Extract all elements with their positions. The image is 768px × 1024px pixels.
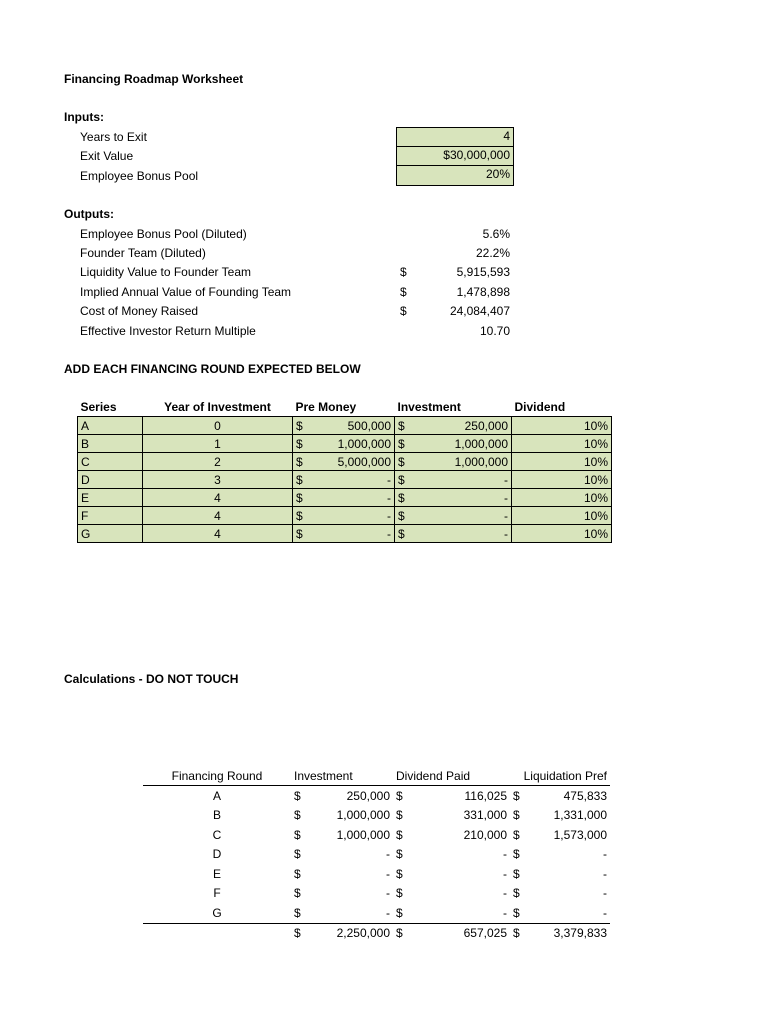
investment-currency[interactable]: $ [395, 471, 415, 489]
dividend-paid-cell: - [503, 866, 507, 881]
pre-money-cell[interactable]: 5,000,000 [313, 453, 395, 471]
dividend-paid-cell: - [503, 886, 507, 901]
year-cell[interactable]: 3 [143, 471, 293, 489]
year-cell[interactable]: 4 [143, 507, 293, 525]
output-value-implied-annual-value: 1,478,898 [456, 285, 510, 299]
calc-row-g [143, 903, 610, 923]
input-years-to-exit[interactable]: 4 [396, 127, 514, 147]
pre-money-currency[interactable]: $ [293, 507, 313, 525]
investment-currency[interactable]: $ [395, 489, 415, 507]
calculations-table [143, 767, 610, 943]
investment-currency[interactable]: $ [395, 507, 415, 525]
header-series: Series [80, 400, 117, 414]
liq-pref-cell: 1,573,000 [553, 827, 607, 842]
dividend-cell[interactable]: 10% [512, 417, 612, 435]
output-label-bonus-pool-diluted: Employee Bonus Pool (Diluted) [80, 227, 247, 241]
investment-currency: $ [294, 847, 301, 862]
currency-symbol: $ [393, 923, 415, 943]
input-label-employee-bonus-pool: Employee Bonus Pool [80, 169, 199, 183]
dividend-cell[interactable]: 10% [512, 471, 612, 489]
investment-currency: $ [294, 808, 301, 823]
liq-pref-currency: $ [513, 827, 520, 842]
round-cell: D [212, 847, 222, 862]
series-cell[interactable]: E [78, 489, 143, 507]
investment-currency: $ [294, 905, 301, 920]
inputs-heading: Inputs: [64, 110, 104, 124]
investment-currency[interactable]: $ [395, 453, 415, 471]
output-currency-implied-annual-value: $ [400, 285, 407, 299]
total-dividend-paid: 657,025 [415, 923, 510, 943]
output-label-founder-team-diluted: Founder Team (Diluted) [80, 246, 206, 260]
calc-header-row [143, 767, 610, 786]
dividend-paid-currency: $ [396, 866, 403, 881]
round-cell: F [213, 886, 221, 901]
output-label-liquidity-value: Liquidity Value to Founder Team [80, 265, 251, 279]
calc-totals-row [143, 923, 610, 943]
dividend-paid-cell: 210,000 [463, 827, 507, 842]
input-employee-bonus-pool[interactable]: 20% [396, 165, 514, 186]
series-cell[interactable]: F [78, 507, 143, 525]
liq-pref-currency: $ [513, 886, 520, 901]
investment-cell[interactable]: 1,000,000 [415, 435, 512, 453]
dividend-cell[interactable]: 10% [512, 453, 612, 471]
investment-currency: $ [294, 827, 301, 842]
investment-cell[interactable]: - [415, 507, 512, 525]
output-label-return-multiple: Effective Investor Return Multiple [80, 324, 256, 338]
series-cell[interactable]: G [78, 525, 143, 543]
investment-cell[interactable]: 1,000,000 [415, 453, 512, 471]
dividend-paid-currency: $ [396, 847, 403, 862]
investment-cell[interactable]: - [415, 525, 512, 543]
investment-cell[interactable]: 250,000 [415, 417, 512, 435]
header-investment: Investment [397, 400, 461, 414]
dividend-paid-currency: $ [396, 788, 403, 803]
series-cell[interactable]: D [78, 471, 143, 489]
dividend-cell[interactable]: 10% [512, 435, 612, 453]
calc-row-a [143, 786, 610, 806]
liq-pref-currency: $ [513, 788, 520, 803]
dividend-paid-cell: - [503, 905, 507, 920]
liq-pref-currency: $ [513, 808, 520, 823]
output-currency-cost-of-money: $ [400, 304, 407, 318]
investment-cell: 1,000,000 [336, 827, 390, 842]
calc-header-liquidation-pref: Liquidation Pref [510, 767, 610, 786]
output-label-implied-annual-value: Implied Annual Value of Founding Team [80, 285, 292, 299]
pre-money-cell[interactable]: - [313, 525, 395, 543]
investment-cell: - [386, 866, 390, 881]
pre-money-currency[interactable]: $ [293, 453, 313, 471]
calc-row-c [143, 825, 610, 845]
round-cell: C [212, 827, 222, 842]
round-cell: E [212, 866, 221, 881]
calc-row-d [143, 845, 610, 865]
input-label-years-to-exit: Years to Exit [80, 130, 147, 144]
pre-money-cell[interactable]: - [313, 471, 395, 489]
series-cell[interactable]: A [78, 417, 143, 435]
output-value-bonus-pool-diluted: 5.6% [482, 227, 510, 241]
rounds-row-a [78, 417, 612, 435]
series-cell[interactable]: B [78, 435, 143, 453]
rounds-row-c [78, 453, 612, 471]
input-exit-value[interactable]: $30,000,000 [396, 146, 514, 166]
pre-money-cell[interactable]: - [313, 507, 395, 525]
liq-pref-currency: $ [513, 905, 520, 920]
year-cell[interactable]: 4 [143, 489, 293, 507]
dividend-paid-currency: $ [396, 827, 403, 842]
investment-cell: - [386, 905, 390, 920]
header-year-of-investment: Year of Investment [164, 400, 271, 414]
investment-currency: $ [294, 866, 301, 881]
dividend-paid-currency: $ [396, 905, 403, 920]
output-label-cost-of-money: Cost of Money Raised [80, 304, 199, 318]
investment-currency[interactable]: $ [395, 525, 415, 543]
round-cell: B [212, 808, 221, 823]
investment-cell: 250,000 [346, 788, 390, 803]
calc-totals-label-cell [143, 923, 291, 943]
pre-money-currency[interactable]: $ [293, 435, 313, 453]
rounds-row-d [78, 471, 612, 489]
liq-pref-currency: $ [513, 866, 520, 881]
dividend-paid-cell: 116,025 [464, 788, 507, 803]
liq-pref-currency: $ [513, 847, 520, 862]
investment-cell[interactable]: - [415, 489, 512, 507]
year-cell[interactable]: 4 [143, 525, 293, 543]
pre-money-currency[interactable]: $ [293, 525, 313, 543]
investment-cell[interactable]: - [415, 471, 512, 489]
total-investment: 2,250,000 [313, 923, 393, 943]
investment-currency: $ [294, 788, 301, 803]
series-cell[interactable]: C [78, 453, 143, 471]
liq-pref-cell: - [603, 905, 607, 920]
output-value-return-multiple: 10.70 [479, 324, 510, 338]
rounds-heading: ADD EACH FINANCING ROUND EXPECTED BELOW [64, 362, 361, 376]
rounds-row-b [78, 435, 612, 453]
year-cell[interactable]: 2 [143, 453, 293, 471]
calc-header-investment: Investment [291, 767, 393, 786]
investment-cell: 1,000,000 [336, 808, 390, 823]
dividend-paid-cell: - [503, 847, 507, 862]
dividend-paid-cell: 331,000 [463, 808, 507, 823]
currency-symbol: $ [291, 923, 313, 943]
year-cell[interactable]: 1 [143, 435, 293, 453]
pre-money-cell[interactable]: 500,000 [313, 417, 395, 435]
header-pre-money: Pre Money [295, 400, 357, 414]
calc-row-e [143, 864, 610, 884]
pre-money-currency[interactable]: $ [293, 417, 313, 435]
rounds-row-g [78, 525, 612, 543]
rounds-row-f [78, 507, 612, 525]
calc-header-financing-round: Financing Round [143, 767, 291, 786]
outputs-heading: Outputs: [64, 207, 114, 221]
financing-rounds-table [77, 398, 612, 543]
pre-money-currency[interactable]: $ [293, 489, 313, 507]
liq-pref-cell: - [603, 866, 607, 881]
liq-pref-cell: - [603, 847, 607, 862]
liq-pref-cell: 475,833 [563, 788, 607, 803]
output-value-cost-of-money: 24,084,407 [449, 304, 510, 318]
investment-currency[interactable]: $ [395, 435, 415, 453]
rounds-header-row [78, 398, 612, 417]
dividend-paid-currency: $ [396, 886, 403, 901]
liq-pref-cell: - [603, 886, 607, 901]
calc-header-dividend-paid: Dividend Paid [393, 767, 510, 786]
total-liquidation-pref: 3,379,833 [532, 923, 610, 943]
investment-cell: - [386, 847, 390, 862]
round-cell: A [212, 788, 221, 803]
investment-currency: $ [294, 886, 301, 901]
page-title: Financing Roadmap Worksheet [64, 72, 244, 86]
dividend-cell[interactable]: 10% [512, 525, 612, 543]
output-currency-liquidity-value: $ [400, 265, 407, 279]
calc-row-b [143, 806, 610, 826]
year-cell[interactable]: 0 [143, 417, 293, 435]
input-label-exit-value: Exit Value [80, 149, 134, 163]
header-dividend: Dividend [514, 400, 566, 414]
currency-symbol: $ [510, 923, 532, 943]
rounds-row-e [78, 489, 612, 507]
investment-cell: - [386, 886, 390, 901]
calculations-heading: Calculations - DO NOT TOUCH [64, 672, 239, 686]
output-value-liquidity-value: 5,915,593 [456, 265, 510, 279]
round-cell: G [212, 905, 222, 920]
calc-row-f [143, 884, 610, 904]
dividend-cell[interactable]: 10% [512, 507, 612, 525]
pre-money-cell[interactable]: - [313, 489, 395, 507]
pre-money-cell[interactable]: 1,000,000 [313, 435, 395, 453]
output-value-founder-team-diluted: 22.2% [475, 246, 510, 260]
dividend-cell[interactable]: 10% [512, 489, 612, 507]
pre-money-currency[interactable]: $ [293, 471, 313, 489]
liq-pref-cell: 1,331,000 [553, 808, 607, 823]
investment-currency[interactable]: $ [395, 417, 415, 435]
dividend-paid-currency: $ [396, 808, 403, 823]
